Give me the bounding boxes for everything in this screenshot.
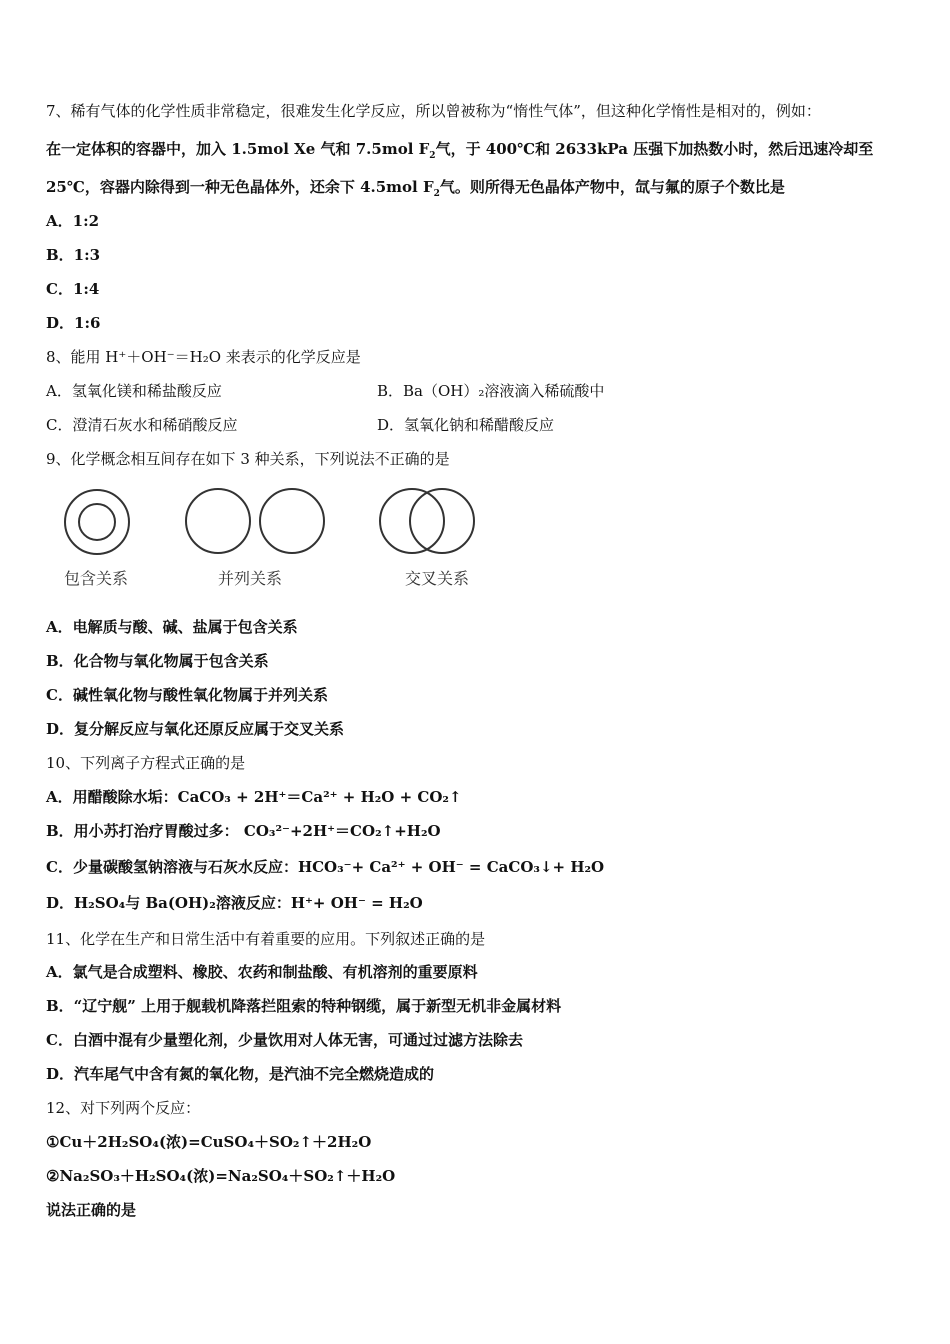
q8-option-a: A．氢氧化镁和稀盐酸反应 <box>46 382 222 400</box>
q7-line2-sub: 2 <box>429 151 436 161</box>
q12-stem: 12、对下列两个反应： <box>46 1099 201 1117</box>
q9-option-a: A．电解质与酸、碱、盐属于包含关系 <box>46 618 298 636</box>
relation-diagram <box>46 482 506 594</box>
left-circle <box>186 489 250 553</box>
q12-reaction-2: ②Na₂SO₃＋H₂SO₄(浓)=Na₂SO₄＋SO₂↑＋H₂O <box>46 1167 396 1185</box>
q8-option-d: D．氢氧化钠和稀醋酸反应 <box>377 416 555 434</box>
label-parallel: 并列关系 <box>218 569 283 588</box>
q7-line3-part2: 气。则所得无色晶体产物中，氙与氟的原子个数比是 <box>439 178 785 196</box>
q7-line3-sub: 2 <box>433 189 440 199</box>
q7-line2-part1: 在一定体积的容器中，加入 1.5mol Xe 气和 7.5mol F <box>46 140 430 158</box>
q8-option-b: B．Ba（OH）₂溶液滴入稀硫酸中 <box>377 382 605 400</box>
q10-stem: 10、下列离子方程式正确的是 <box>46 754 246 772</box>
q11-option-d: D．汽车尾气中含有氮的氧化物，是汽油不完全燃烧造成的 <box>46 1065 435 1083</box>
q7-stem-line2 <box>46 139 873 166</box>
inner-circle <box>79 504 115 540</box>
q10-option-d: D．H₂SO₄与 Ba(OH)₂溶液反应：H⁺+ OH⁻ = H₂O <box>46 894 423 912</box>
cross-relation-figure <box>380 489 474 588</box>
right-overlap-circle <box>410 489 474 553</box>
label-contain: 包含关系 <box>64 569 129 588</box>
q7-option-d: D．1:6 <box>46 314 101 332</box>
q10-option-c: C．少量碳酸氢钠溶液与石灰水反应：HCO₃⁻+ Ca²⁺ + OH⁻ = CaCO₃↓+ H₂O <box>46 858 605 876</box>
q10-option-a: A．用醋酸除水垢：CaCO₃ + 2H⁺＝Ca²⁺ + H₂O + CO₂↑ <box>46 788 462 806</box>
q11-option-b: B．“辽宁舰” 上用于舰载机降落拦阻索的特种钢缆，属于新型无机非金属材料 <box>46 997 562 1015</box>
q7-option-a: A．1:2 <box>46 212 100 230</box>
q9-option-d: D．复分解反应与氧化还原反应属于交叉关系 <box>46 720 345 738</box>
q7-stem-line1: 7、稀有气体的化学性质非常稳定，很难发生化学反应，所以曾被称为“惰性气体”，但这种化学惰性是相对的，例如： <box>46 102 821 120</box>
q8-option-c: C．澄清石灰水和稀硝酸反应 <box>46 416 238 434</box>
q7-option-b: B．1:3 <box>46 246 101 264</box>
q11-option-c: C．白酒中混有少量塑化剂，少量饮用对人体无害，可通过过滤方法除去 <box>46 1031 523 1049</box>
q10-option-b: B．用小苏打治疗胃酸过多： CO₃²⁻+2H⁺＝CO₂↑+H₂O <box>46 822 441 840</box>
right-circle <box>260 489 324 553</box>
q9-stem: 9、化学概念相互间存在如下 3 种关系，下列说法不正确的是 <box>46 450 450 468</box>
q8-stem: 8、能用 H⁺＋OH⁻＝H₂O 来表示的化学反应是 <box>46 348 361 366</box>
q11-stem: 11、化学在生产和日常生活中有着重要的应用。下列叙述正确的是 <box>46 930 486 948</box>
label-cross: 交叉关系 <box>405 569 470 588</box>
q11-option-a: A．氯气是合成塑料、橡胶、农药和制盐酸、有机溶剂的重要原料 <box>46 963 478 981</box>
q12-question-tail: 说法正确的是 <box>46 1201 137 1219</box>
q7-line2-part2: 气，于 400℃和 2633kPa 压强下加热数小时，然后迅速冷却至 <box>435 140 874 158</box>
q7-line3-part1: 25℃，容器内除得到一种无色晶体外，还余下 4.5mol F <box>46 178 434 196</box>
outer-circle <box>65 490 129 554</box>
q9-option-c: C．碱性氧化物与酸性氧化物属于并列关系 <box>46 686 328 704</box>
contain-relation-figure <box>64 490 129 588</box>
parallel-relation-figure <box>186 489 324 588</box>
q12-reaction-1: ①Cu＋2H₂SO₄(浓)=CuSO₄＋SO₂↑＋2H₂O <box>46 1133 372 1151</box>
q9-option-b: B．化合物与氧化物属于包含关系 <box>46 652 269 670</box>
left-overlap-circle <box>380 489 444 553</box>
q7-stem-line3 <box>46 177 785 204</box>
q7-option-c: C．1:4 <box>46 280 100 298</box>
